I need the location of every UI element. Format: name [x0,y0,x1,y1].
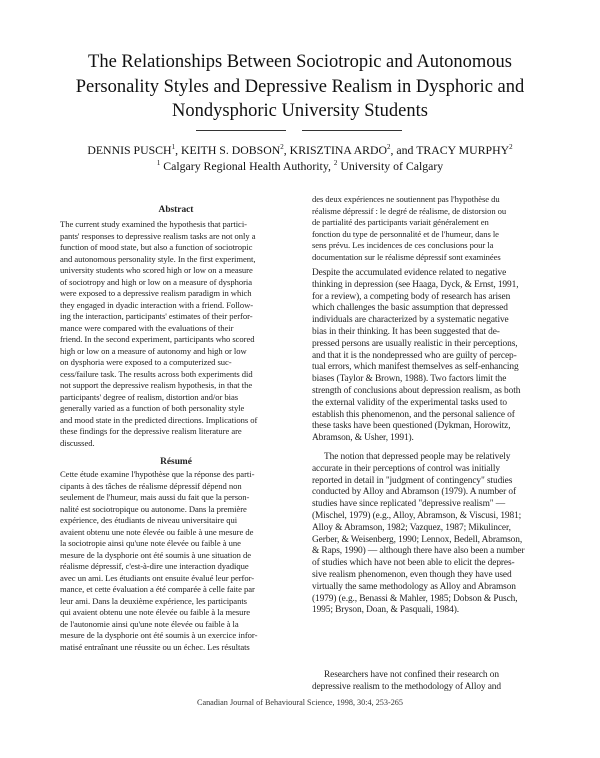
text-line: Cette étude examine l'hypothèse que la réponse des parti- [60,469,255,479]
text-line: individuals are characterized by a systematic negative [312,315,509,326]
text-line: generally varied as a function of both personality style [60,403,245,413]
text-line: Researchers have not confined their research on [324,670,499,680]
text-line: leur ami. Dans la deuxième expérience, les participants [60,595,247,606]
text-line: which challenges the basic assumption that depressed [312,303,508,314]
text-line: and autonomous personality style. In the first experiment, [60,253,256,264]
text-line: pants' responses to depressive realism tasks are not only a [60,230,256,241]
text-line: discussed. [60,437,95,448]
text-line: friend. In the second experiment, participants who scored [60,334,255,344]
text-line: virtually the same methodology as Alloy and Abramson [312,581,516,592]
text-line: & Raps, 1990) — although there have also been a number [312,546,525,557]
text-line: thinking in depression (see Haaga, Dyck, & Ernst, 1991, [312,279,519,290]
text-line: studies have since replicated "depressive realism" — [312,499,506,510]
text-line: function of mood state, but also a function of sociotropic [60,242,253,252]
author-conjunction: , and [390,143,417,157]
text-line: fonction du type de personnalité et de l'humeur, dans le [312,228,499,239]
text-line: participants' degree of realism, distortion and/or bias [60,391,239,402]
journal-citation-footer: Canadian Journal of Behavioural Science, 1998, 30:4, 253-265 [196,698,403,707]
text-line: the external validity of the experimental tasks used to [312,397,507,408]
text-line: and mood state in the predicted directions. Implications of [60,414,258,425]
text-line: biases (Taylor & Brown, 1988). Two factors limit the [312,374,507,385]
text-line: ing the interaction, participants' estimates of their perfor- [60,311,253,321]
text-line: Abramson, & Usher, 1991). [312,433,414,444]
text-line: depressive realism to the methodology of Alloy and [312,681,501,692]
text-line: (Mischel, 1979) (e.g., Alloy, Abramson, & Viscusi, 1981; [312,510,522,521]
text-line: expérience, des étudiants de niveau universitaire qui [60,515,238,525]
affiliation-org: University of Calgary [340,159,444,173]
text-line: they engaged in dyadic interaction with a friend. Follow- [60,299,254,310]
text-line: des deux expériences ne soutiennent pas l'hypothèse du [312,194,500,204]
text-line: high or low on a measure of autonomy and high or low [60,345,247,356]
title-divider-right [302,130,402,131]
text-line: university students who scored high or low on a measure [60,265,253,275]
text-line: de l'autonomie ainsi qu'une note élevée ou faible à la [60,618,239,629]
text-line: cess/failure task. The results across both experiments did [60,368,253,379]
text-line: matisé entraînant une réussite ou un échec. Les résultats [60,641,250,652]
text-line: mesure de la dysphorie ont été soumis à une situation de [60,549,251,560]
title-line: Personality Styles and Depressive Realism in Dysphoric and [75,76,525,97]
text-line: nalité est sociotropique ou autonome. Dans la première [60,503,247,514]
text-line: mance, et cette évaluation a été comparée à celle faite par [60,584,255,594]
author-name: TRACY MURPHY [416,143,510,157]
abstract-text [60,219,292,449]
text-line: seulement de l'humeur, mais aussi du fait que la person- [60,492,250,502]
text-line: avec un ami. Les étudiants ont ensuite évalué leur perfor- [60,572,255,583]
text-line: la sociotropie ainsi qu'une note élevée ou faible à une [60,538,241,548]
text-line: establish this phenomenon, and the personal salience of [312,409,515,420]
text-line: mance were compared with the evaluations of their [60,322,234,333]
author-name: KEITH S. DOBSON [180,143,281,157]
text-line: réalisme dépressif : le degré de réalisme, de distorsion ou [312,205,507,216]
text-line: sive realism phenomenon, even though they have used [312,569,512,580]
body-paragraph [312,452,544,617]
text-line: sens prévu. Les incidences de ces conclusions pour la [312,240,494,250]
affiliation-mark: 1 [156,159,161,167]
text-line: these tasks have been questioned (Dykman, Horowitz, [312,421,511,432]
text-line: Despite the accumulated evidence related to negative [312,268,507,278]
title-line: The Relationships Between Sociotropic and Autonomous [88,52,512,72]
text-line: qui avaient obtenu une note élevée ou faible à la mesure [60,607,251,617]
author-affiliation-mark: 2 [280,143,284,151]
resume-section [60,456,292,653]
body-paragraph [312,670,544,694]
text-line: bias in their thinking. It has been suggested that de- [312,326,500,337]
text-line: pressed persons are usually realistic in their perceptions, [312,338,518,349]
text-line: The notion that depressed people may be relatively [324,452,511,462]
paper-title [40,50,560,124]
author-list: DENNIS PUSCH$^1$, KEITH S. DOBSON$^2$, KRISZTINA ARDO$^2$, and TRACY MURPHY$^2$ [87,143,513,157]
text-line: not support the depressive realism hypothesis, in that the [60,380,253,390]
resume-text [60,469,292,653]
text-line: (1979) (e.g., Benassi & Mahler, 1985; Dobson & Pusch, [312,593,518,604]
text-line: and that it is the nondepressed who are guilty of percep- [312,350,517,361]
title-line: Nondysphoric University Students [172,101,428,121]
body-paragraph [312,268,544,445]
author-name: DENNIS PUSCH [87,143,172,157]
affiliation-line [40,158,560,175]
author-affiliation-mark: 1 [171,143,176,151]
text-line: The current study examined the hypothesis that partici- [60,219,247,229]
resume-continuation [312,194,544,263]
text-line: accurate in their perceptions of control was initially [312,463,501,474]
text-line: strength of conclusions about depression realism, as both [312,385,521,396]
text-line: were exposed to a depressive realism paradigm in which [60,288,252,298]
title-divider-left [196,130,286,131]
text-line: of sociotropy and high or low on a measure of dysphoria [60,276,252,287]
text-line: tual errors, which manifest themselves as self-enhancing [312,362,519,373]
text-line: of studies which have not been able to elicit the depres- [312,558,515,569]
text-line: cipants à des tâches de réalisme dépressif dépend non [60,480,242,491]
resume-heading: Résumé [160,457,192,467]
abstract-section [60,204,292,449]
text-line: 1995; Bryson, Doan, & Pasquali, 1984). [312,605,459,616]
text-line: Gerber, & Weisenberg, 1990; Lennox, Bedell, Abramson, [312,534,523,545]
text-line: avaient obtenu une note élevée ou faible à une mesure de [60,526,254,537]
text-line: conducted by Alloy and Abramson (1979). A number of [312,487,516,498]
text-line: these findings for the depressive realism literature are [60,426,242,436]
author-affiliation-mark: 2 [387,143,391,151]
text-line: Alloy & Abramson, 1982; Vazquez, 1987; Mikulincer, [312,522,511,533]
affiliation-mark: 2 [333,159,338,167]
text-line: on dysphoria were exposed to a computerized suc- [60,357,232,367]
text-line: réalisme dépressif, c'est-à-dire une interaction dyadique [60,561,249,571]
abstract-heading: Abstract [158,205,194,215]
affiliation-org: Calgary Regional Health Authority, [163,159,334,173]
text-line: for a review), a competing body of research has arisen [312,291,511,302]
text-line: documentation sur le réalisme dépressif sont examinées [312,251,501,262]
text-line: reported in detail in "judgment of contingency" studies [312,475,513,486]
text-line: de partialité des participants variait généralement en [312,217,489,227]
author-affiliation-mark: 2 [509,143,513,151]
text-line: mesure de la dysphorie ont été soumis à un exercice infor- [60,630,258,640]
author-name: KRISZTINA ARDO [289,143,388,157]
